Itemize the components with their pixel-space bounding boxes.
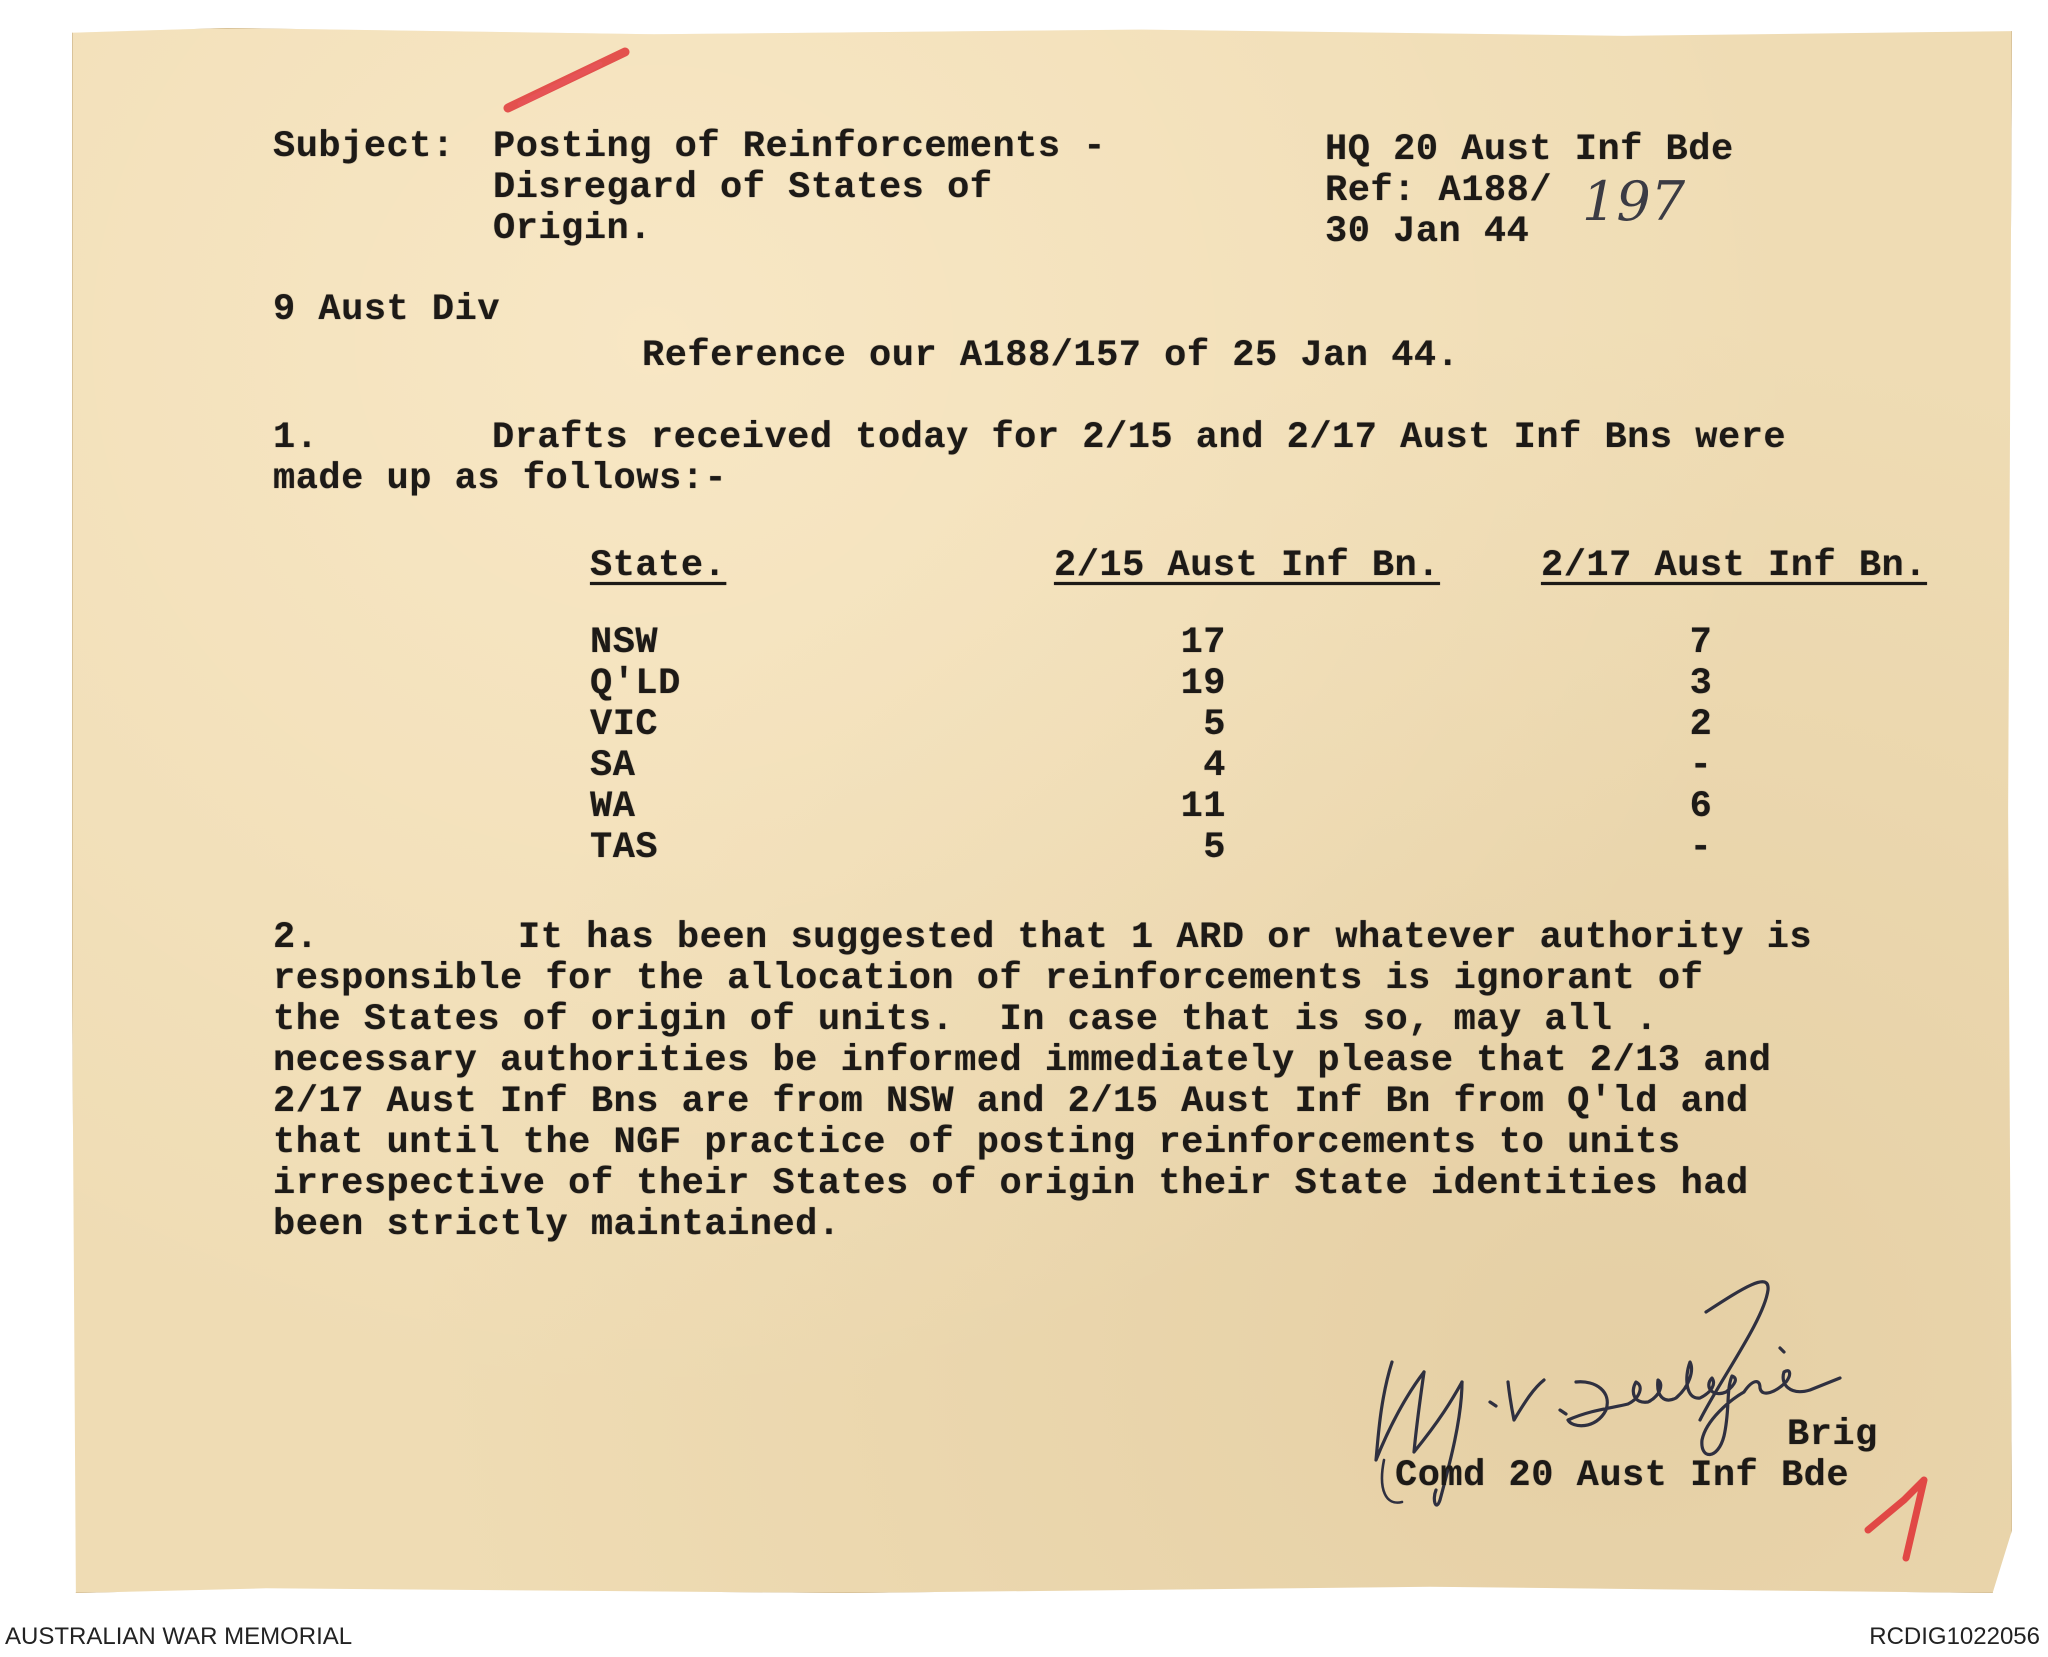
para1-line-1: Drafts received today for 2/15 and 2/17 Aust Inf Bns were [492,417,1787,459]
red-pencil-number [1900,1560,1901,1561]
signature-rank: Brig [1787,1414,1878,1456]
subject-label: Subject: [273,126,455,168]
state-cell: TAS [590,827,659,869]
bn217-cell: 6 [1689,786,1713,828]
para2-line-1: It has been suggested that 1 ARD or whatever authority is [518,917,1813,959]
bn215-cell: 11 [1180,786,1226,828]
state-cell: WA [590,786,636,828]
bn215-cell: 4 [1203,745,1226,787]
bn215-cell: 5 [1203,704,1226,746]
hq-line: HQ 20 Aust Inf Bde [1325,129,1734,171]
subject-line-3: Origin. [493,208,652,250]
bn217-cell: 7 [1689,622,1713,664]
para2-line-2: responsible for the allocation of reinforcements is ignorant of [273,958,1704,1000]
signature-appointment: Comd 20 Aust Inf Bde [1395,1455,1850,1497]
footer-left-credit: AUSTRALIAN WAR MEMORIAL [5,1623,353,1650]
table-header-bn215: 2/15 Aust Inf Bn. [1054,545,1440,587]
para2-line-4: necessary authorities be informed immediately please that 2/13 and [273,1040,1772,1082]
state-cell: SA [590,745,636,787]
footer-right-id: RCDIG1022056 [1869,1623,2040,1650]
subject-line-1: Posting of Reinforcements - [493,126,1106,168]
bn217-cell: 3 [1689,663,1713,705]
bn217-cell: 2 [1689,704,1713,746]
para2-number: 2. [273,917,319,959]
bn215-cell: 17 [1180,622,1226,664]
para2-line-7: irrespective of their States of origin their State identities had [273,1163,1749,1205]
bn215-cell: 19 [1180,663,1226,705]
bn217-cell: - [1689,745,1713,787]
subject-line-2: Disregard of States of [493,167,993,209]
reference-line: Reference our A188/157 of 25 Jan 44. [642,335,1460,377]
state-cell: NSW [590,622,659,664]
bn217-cell: - [1689,827,1713,869]
state-cell: VIC [590,704,659,746]
date-line: 30 Jan 44 [1325,211,1530,253]
para1-number: 1. [273,417,319,459]
table-header-bn217: 2/17 Aust Inf Bn. [1541,545,1927,587]
state-cell: Q'LD [590,663,681,705]
table-header-state: State. [590,545,727,587]
para2-line-6: that until the NGF practice of posting reinforcements to units [273,1122,1681,1164]
para2-line-3: the States of origin of units. In case that is so, may all . [273,999,1658,1041]
para2-line-8: been strictly maintained. [273,1204,841,1246]
para2-line-5: 2/17 Aust Inf Bns are from NSW and 2/15 Aust Inf Bn from Q'ld and [273,1081,1749,1123]
para1-line-2: made up as follows:- [273,458,728,500]
ref-label: Ref: A188/ [1325,170,1553,212]
bn215-cell: 5 [1203,827,1226,869]
addressee: 9 Aust Div [273,289,501,331]
ref-handwritten-number: 197 [1582,170,1686,233]
